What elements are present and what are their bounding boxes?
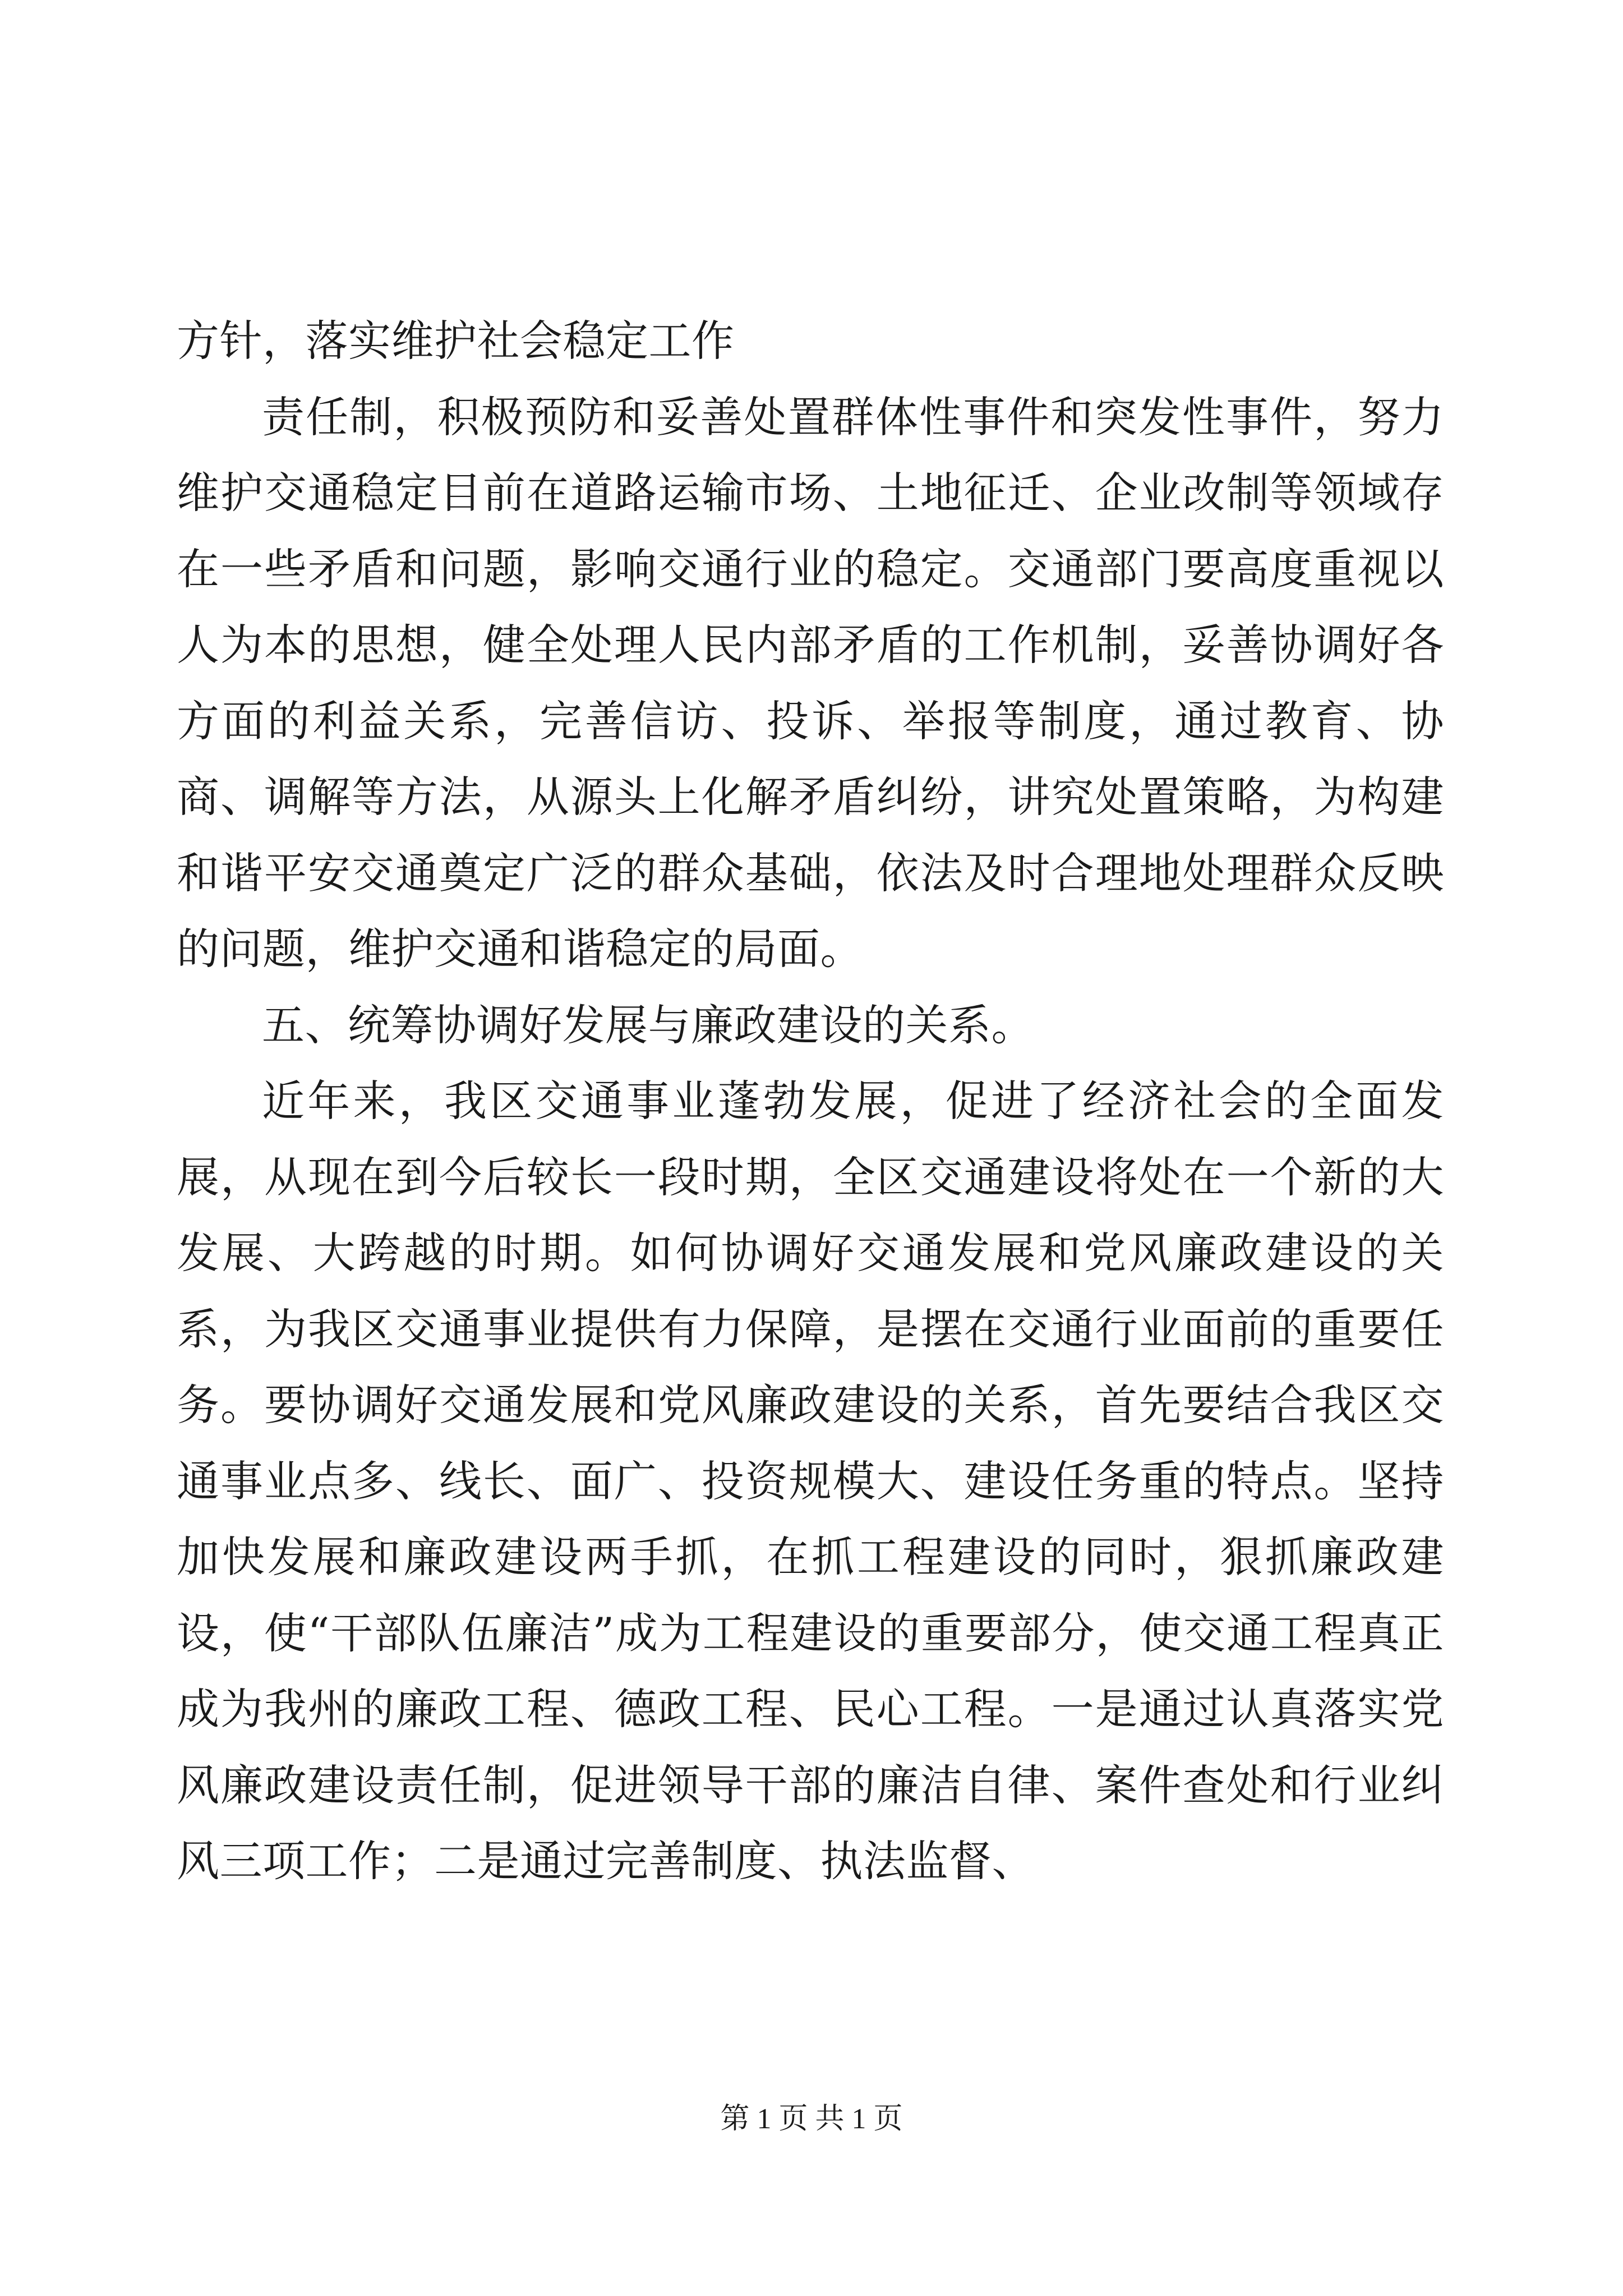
page-footer: 第 1 页 共 1 页	[720, 2103, 903, 2135]
section-heading-five: 五、统筹协调好发展与廉政建设的关系。	[262, 1000, 1034, 1050]
paragraph-stability: 责任制，积极预防和妥善处置群体性事件和突发性事件，努力维护交通稳定目前在道路运输市场、土地征迁、企业改制等领域存在一些矛盾和问题，影响交通行业的稳定。交通部门要高度重视以人为本的思想，健全处理人民内部矛盾的工作机制，妥善协调好各方面的利益关系，完善信访、投诉、举报等制度，通过教育、协商、调解等方法，从源头上化解矛盾纠纷，讲究处置策略，为构建和谐平安交通奠定广泛的群众基础，依法及时合理地处理群众反映的问题，维护交通和谐稳定的局面。	[177, 392, 1444, 974]
document-body	[177, 303, 1444, 1899]
paragraph-development: 近年来，我区交通事业蓬勃发展，促进了经济社会的全面发展，从现在到今后较长一段时期，全区交通建设将处在一个新的大发展、大跨越的时期。如何协调好交通发展和党风廉政建设的关系，为我区交通事业提供有力保障，是摆在交通行业面前的重要任务。要协调好交通发展和党风廉政建设的关系，首先要结合我区交通事业点多、线长、面广、投资规模大、建设任务重的特点。坚持加快发展和廉政建设两手抓，在抓工程建设的同时，狠抓廉政建设，使“干部队伍廉洁”成为工程建设的重要部分，使交通工程真正成为我州的廉政工程、德政工程、民心工程。一是通过认真落实党风廉政建设责任制，促进领导干部的廉洁自律、案件查处和行业纠风三项工作；二是通过完善制度、执法监督、	[177, 1076, 1444, 1886]
paragraph-continuation: 方针，落实维护社会稳定工作	[177, 316, 735, 366]
